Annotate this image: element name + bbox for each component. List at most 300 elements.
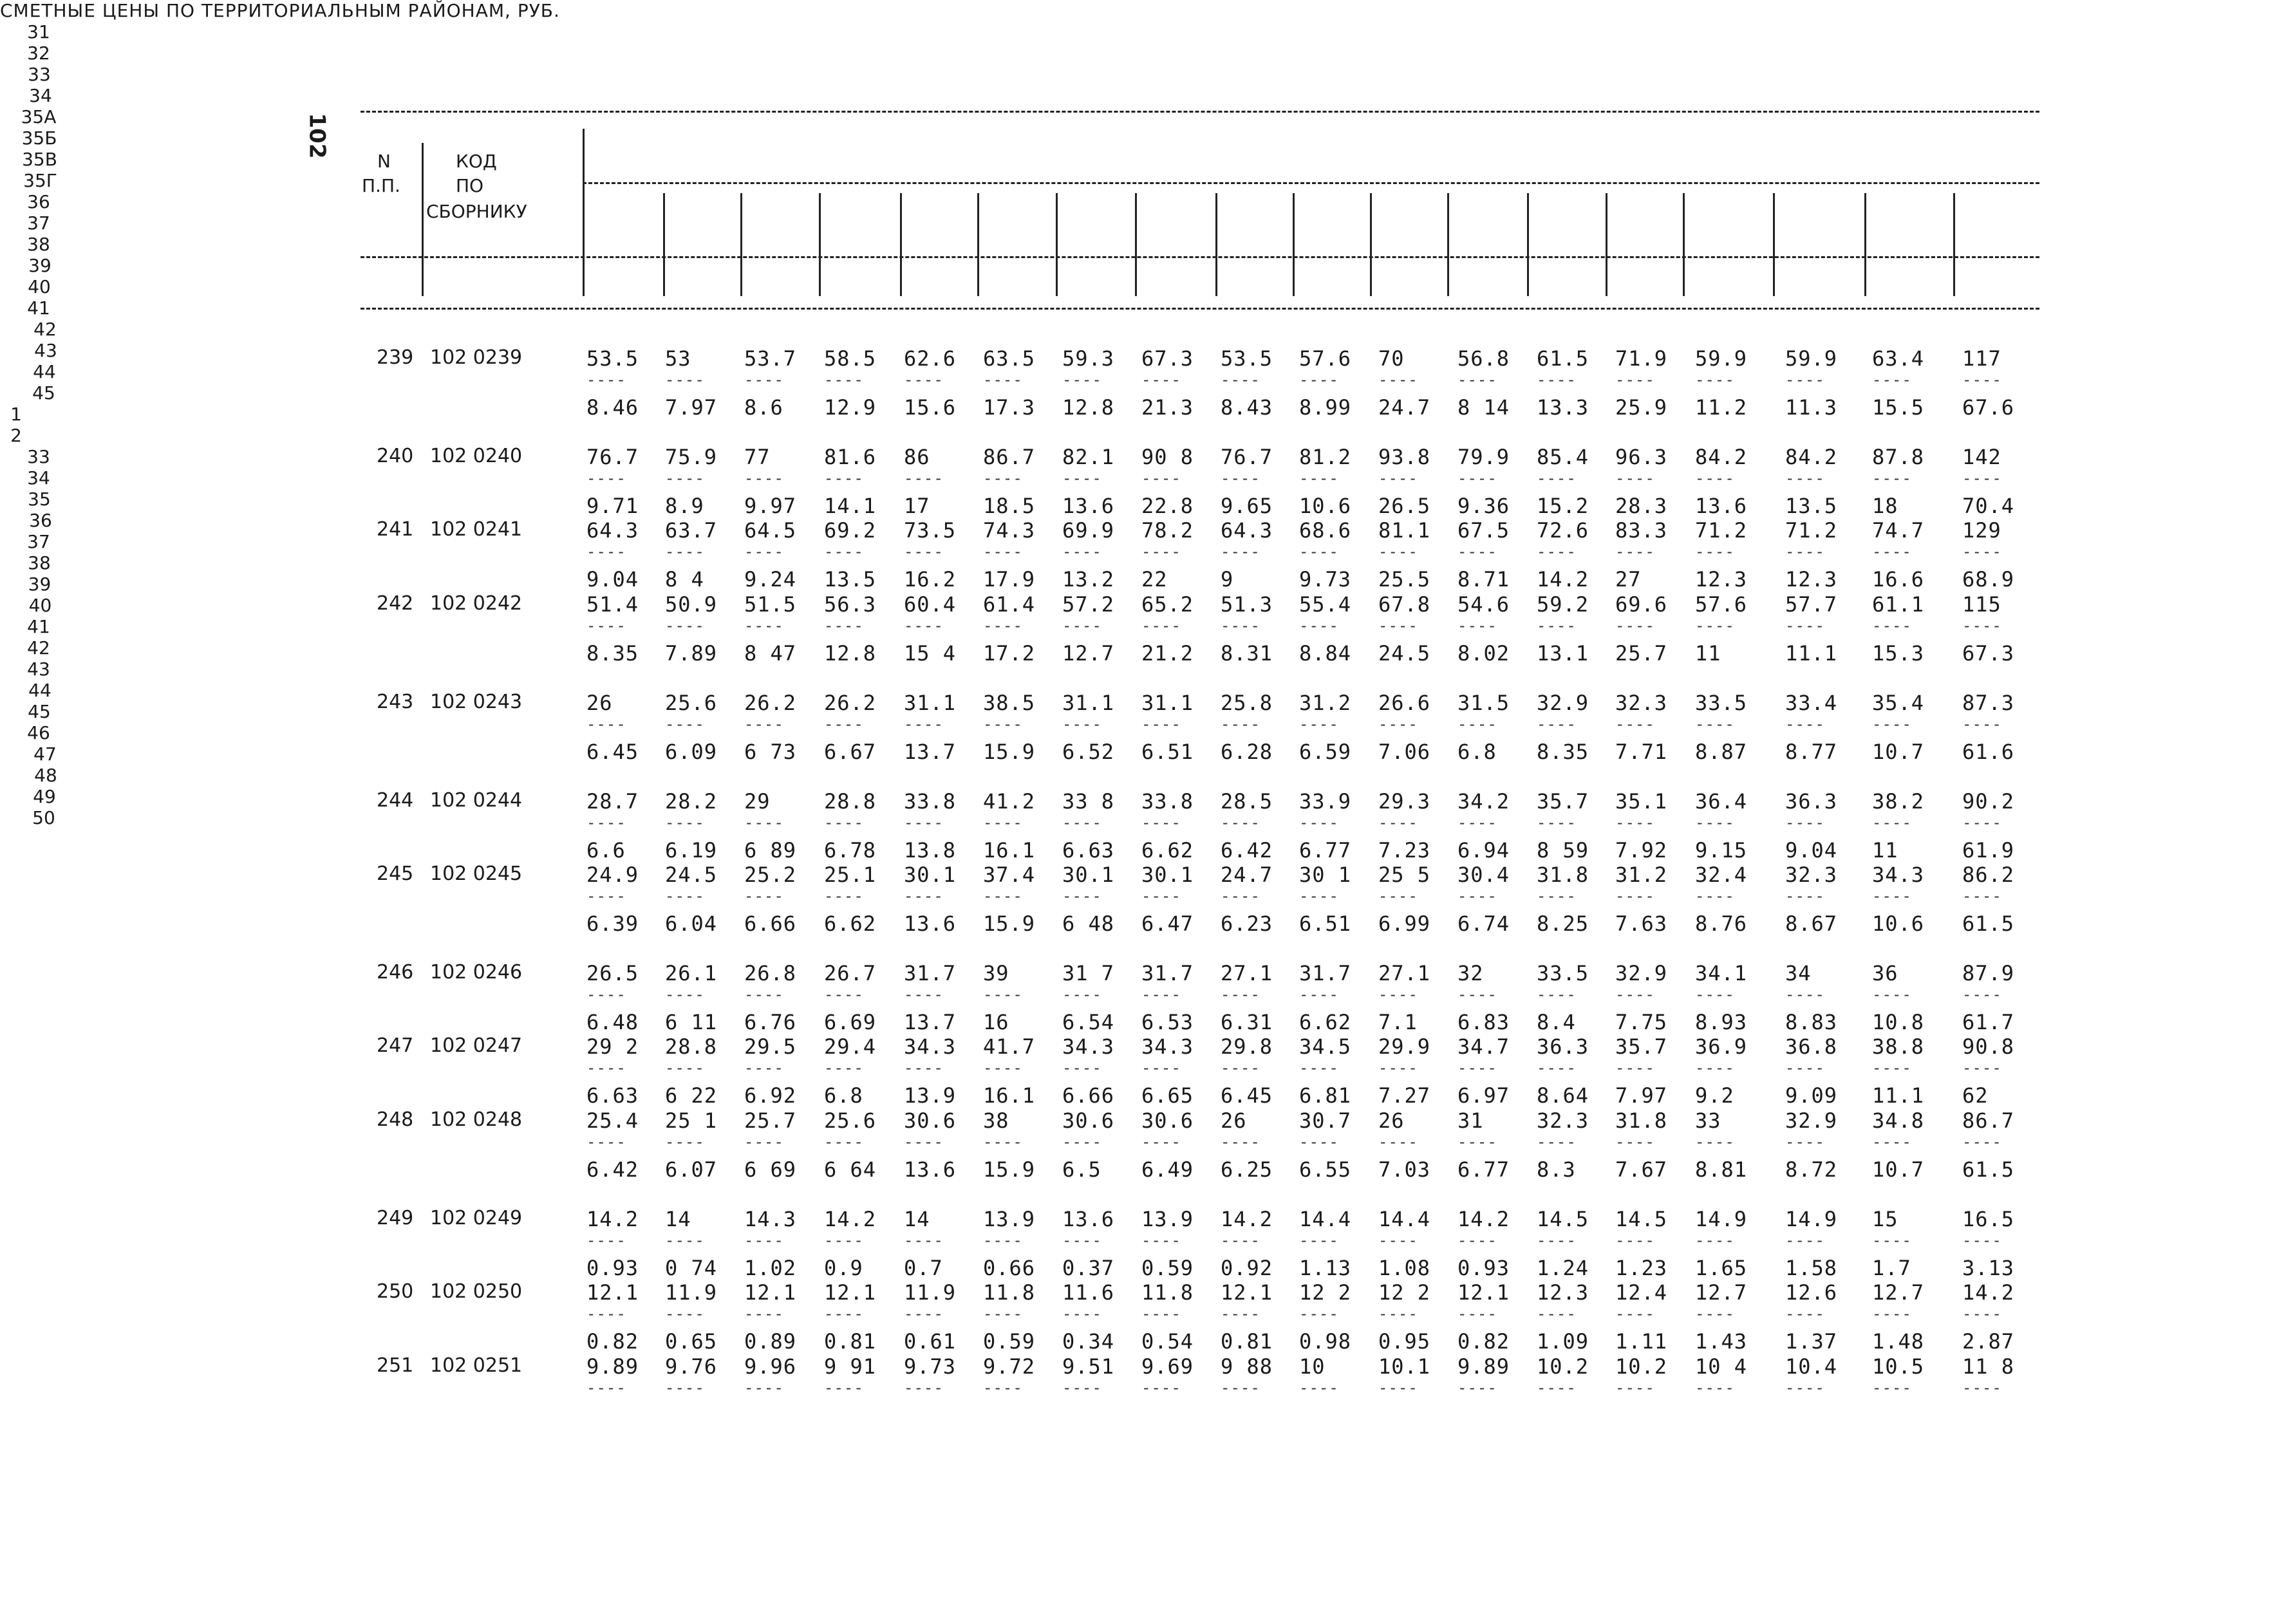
- fraction-bar: ----: [1221, 1059, 1260, 1077]
- price-total: 14.4: [1378, 1207, 1431, 1231]
- price-total: 142: [1962, 445, 2001, 469]
- price-wage: 7.23: [1378, 838, 1431, 863]
- price-total: 29 2: [586, 1034, 639, 1059]
- price-total: 65.2: [1141, 592, 1194, 617]
- price-total: 53: [665, 346, 691, 371]
- price-wage: 6.49: [1141, 1157, 1194, 1182]
- price-wage: 13.7: [904, 740, 957, 764]
- price-wage: 70.4: [1962, 494, 2015, 518]
- n-label: N: [377, 151, 391, 172]
- fraction-bar: ----: [586, 617, 626, 635]
- price-total: 32.9: [1785, 1108, 1838, 1133]
- fraction-bar: ----: [824, 1133, 864, 1151]
- fraction-bar: ----: [1378, 617, 1418, 635]
- price-wage: 6.42: [586, 1157, 639, 1182]
- column-rule: [1370, 193, 1372, 296]
- fraction-bar: ----: [1962, 814, 2002, 832]
- fraction-bar: ----: [1062, 543, 1102, 561]
- price-wage: 6.8: [1457, 740, 1497, 764]
- price-total: 86: [904, 445, 930, 469]
- fraction-bar: ----: [1962, 887, 2002, 905]
- column-number: 42: [27, 637, 50, 658]
- price-total: 34.3: [1872, 863, 1925, 887]
- price-wage: 6.23: [1221, 911, 1273, 936]
- fraction-bar: ----: [1299, 814, 1339, 832]
- catalog-code: 102 0241: [430, 518, 523, 541]
- fraction-bar: ----: [1221, 985, 1260, 1003]
- price-total: 115: [1962, 592, 2001, 617]
- column-rule: [1683, 193, 1685, 296]
- column-rule: [1135, 193, 1137, 296]
- fraction-bar: ----: [1615, 1133, 1655, 1151]
- fraction-bar: ----: [904, 617, 944, 635]
- price-wage: 6.62: [824, 911, 877, 936]
- fraction-bar: ----: [665, 543, 705, 561]
- price-wage: 6.94: [1457, 838, 1510, 863]
- fraction-bar: ----: [1221, 1379, 1260, 1397]
- row-number: 250: [377, 1280, 414, 1303]
- price-wage: 6.09: [665, 740, 718, 764]
- price-total: 34.3: [1141, 1034, 1194, 1059]
- fraction-bar: ----: [586, 985, 626, 1003]
- column-rule: [1527, 193, 1529, 296]
- price-total: 36.3: [1537, 1034, 1589, 1059]
- price-total: 12 2: [1378, 1280, 1431, 1305]
- fraction-bar: ----: [1062, 814, 1102, 832]
- price-total: 38.5: [983, 691, 1036, 715]
- price-wage: 0.7: [904, 1256, 943, 1280]
- price-wage: 11.1: [1785, 641, 1838, 666]
- price-wage: 7.03: [1378, 1157, 1431, 1182]
- price-total: 35.1: [1615, 789, 1668, 814]
- fraction-bar: ----: [1872, 887, 1912, 905]
- price-total: 83.3: [1615, 518, 1668, 543]
- region-header: 41: [27, 297, 50, 319]
- fraction-bar: ----: [824, 715, 864, 733]
- fraction-bar: ----: [1695, 985, 1735, 1003]
- fraction-bar: ----: [904, 1133, 944, 1151]
- price-total: 76.7: [1221, 445, 1273, 469]
- fraction-bar: ----: [1221, 814, 1260, 832]
- price-total: 50.9: [665, 592, 718, 617]
- price-wage: 11: [1872, 838, 1898, 863]
- price-total: 29.5: [744, 1034, 797, 1059]
- price-total: 31 7: [1062, 961, 1115, 985]
- fraction-bar: ----: [824, 469, 864, 487]
- fraction-bar: ----: [665, 1133, 705, 1151]
- price-wage: 7.92: [1615, 838, 1668, 863]
- row-number: 239: [377, 346, 414, 369]
- price-total: 12.7: [1695, 1280, 1748, 1305]
- price-wage: 0.82: [586, 1329, 639, 1354]
- table-caption: СМЕТНЫЕ ЦЕНЫ ПО ТЕРРИТОРИАЛЬНЫМ РАЙОНАМ, РУБ.: [0, 0, 560, 21]
- fraction-bar: ----: [1378, 1231, 1418, 1249]
- fraction-bar: ----: [586, 1231, 626, 1249]
- fraction-bar: ----: [1872, 469, 1912, 487]
- price-wage: 62: [1962, 1083, 1989, 1108]
- price-wage: 10.6: [1872, 911, 1925, 936]
- fraction-bar: ----: [665, 1305, 705, 1323]
- price-total: 31.5: [1457, 691, 1510, 715]
- fraction-bar: ----: [1615, 715, 1655, 733]
- price-total: 10.2: [1537, 1354, 1589, 1379]
- price-total: 12.1: [824, 1280, 877, 1305]
- price-wage: 0.98: [1299, 1329, 1352, 1354]
- price-total: 39: [983, 961, 1009, 985]
- price-total: 85.4: [1537, 445, 1589, 469]
- price-wage: 7.71: [1615, 740, 1668, 764]
- region-header: 36: [27, 191, 50, 212]
- fraction-bar: ----: [1378, 469, 1418, 487]
- fraction-bar: ----: [1062, 1379, 1102, 1397]
- fraction-bar: ----: [586, 543, 626, 561]
- price-total: 14.9: [1695, 1207, 1748, 1231]
- fraction-bar: ----: [1378, 1133, 1418, 1151]
- price-total: 15: [1872, 1207, 1898, 1231]
- price-total: 59.3: [1062, 346, 1115, 371]
- fraction-bar: ----: [1537, 887, 1577, 905]
- price-wage: 1.65: [1695, 1256, 1748, 1280]
- fraction-bar: ----: [1062, 1231, 1102, 1249]
- fraction-bar: ----: [1457, 814, 1497, 832]
- price-wage: 6.65: [1141, 1083, 1194, 1108]
- price-total: 38: [983, 1108, 1009, 1133]
- price-total: 64.5: [744, 518, 797, 543]
- price-wage: 17.9: [983, 567, 1036, 592]
- fraction-bar: ----: [1962, 985, 2002, 1003]
- price-total: 24.7: [1221, 863, 1273, 887]
- fraction-bar: ----: [665, 371, 705, 389]
- fraction-bar: ----: [1695, 715, 1735, 733]
- price-total: 129: [1962, 518, 2001, 543]
- price-wage: 16.1: [983, 1083, 1036, 1108]
- price-wage: 2.87: [1962, 1329, 2015, 1354]
- column-number: 41: [27, 616, 50, 637]
- price-total: 26.2: [744, 691, 797, 715]
- price-total: 32.9: [1615, 961, 1668, 985]
- price-total: 11 8: [1962, 1354, 2015, 1379]
- price-wage: 13.5: [824, 567, 877, 592]
- price-wage: 8.87: [1695, 740, 1748, 764]
- price-wage: 8.35: [1537, 740, 1589, 764]
- fraction-bar: ----: [665, 469, 705, 487]
- price-total: 28.8: [824, 789, 877, 814]
- price-wage: 12.3: [1785, 567, 1838, 592]
- price-total: 30.1: [1141, 863, 1194, 887]
- price-wage: 6 22: [665, 1083, 718, 1108]
- price-wage: 0.92: [1221, 1256, 1273, 1280]
- price-wage: 12.8: [1062, 395, 1115, 420]
- fraction-bar: ----: [1872, 1305, 1912, 1323]
- price-wage: 67.3: [1962, 641, 2015, 666]
- fraction-bar: ----: [1695, 1059, 1735, 1077]
- price-wage: 6 89: [744, 838, 797, 863]
- price-total: 31: [1457, 1108, 1484, 1133]
- region-header: 39: [28, 255, 52, 276]
- price-total: 32.9: [1537, 691, 1589, 715]
- price-total: 35.7: [1537, 789, 1589, 814]
- column-number: 45: [28, 701, 51, 722]
- price-total: 78.2: [1141, 518, 1194, 543]
- price-total: 36.3: [1785, 789, 1838, 814]
- price-wage: 1.23: [1615, 1256, 1668, 1280]
- price-wage: 10.7: [1872, 1157, 1925, 1182]
- column-number: 48: [34, 765, 57, 786]
- price-total: 29.9: [1378, 1034, 1431, 1059]
- column-number: 33: [27, 446, 50, 467]
- price-total: 36: [1872, 961, 1898, 985]
- fraction-bar: ----: [1785, 617, 1825, 635]
- price-total: 11.9: [904, 1280, 957, 1305]
- price-total: 9.69: [1141, 1354, 1194, 1379]
- price-total: 33.5: [1695, 691, 1748, 715]
- fraction-bar: ----: [1141, 814, 1181, 832]
- fraction-bar: ----: [1615, 1305, 1655, 1323]
- fraction-bar: ----: [1962, 715, 2002, 733]
- region-header: 33: [28, 64, 51, 85]
- price-total: 34.3: [904, 1034, 957, 1059]
- price-total: 26.8: [744, 961, 797, 985]
- fraction-bar: ----: [1457, 469, 1497, 487]
- column-rule: [740, 193, 742, 296]
- price-total: 86.7: [983, 445, 1036, 469]
- price-wage: 6 64: [824, 1157, 877, 1182]
- price-total: 87.9: [1962, 961, 2015, 985]
- price-wage: 14.1: [824, 494, 877, 518]
- catalog-code: 102 0248: [430, 1108, 523, 1131]
- row-number: 246: [377, 961, 414, 984]
- fraction-bar: ----: [665, 1231, 705, 1249]
- price-wage: 6.83: [1457, 1010, 1510, 1034]
- column-number: 43: [27, 658, 50, 680]
- price-wage: 15.9: [983, 911, 1036, 936]
- column-rule: [1773, 193, 1775, 296]
- fraction-bar: ----: [1872, 1231, 1912, 1249]
- fraction-bar: ----: [1141, 1059, 1181, 1077]
- catalog-code: 102 0247: [430, 1034, 523, 1057]
- fraction-bar: ----: [824, 617, 864, 635]
- price-wage: 1.09: [1537, 1329, 1589, 1354]
- fraction-bar: ----: [1872, 617, 1912, 635]
- price-wage: 16.2: [904, 567, 957, 592]
- price-wage: 1.58: [1785, 1256, 1838, 1280]
- price-wage: 13.5: [1785, 494, 1838, 518]
- price-total: 25.1: [824, 863, 877, 887]
- price-wage: 61.6: [1962, 740, 2015, 764]
- fraction-bar: ----: [824, 1231, 864, 1249]
- column-number: 47: [33, 743, 57, 765]
- price-wage: 6.97: [1457, 1083, 1510, 1108]
- n-label: П.П.: [362, 175, 400, 196]
- price-wage: 8 59: [1537, 838, 1589, 863]
- price-wage: 68.9: [1962, 567, 2015, 592]
- price-wage: 15 4: [904, 641, 957, 666]
- price-total: 32.3: [1537, 1108, 1589, 1133]
- price-wage: 0.89: [744, 1329, 797, 1354]
- price-total: 63.4: [1872, 346, 1925, 371]
- price-total: 38.8: [1872, 1034, 1925, 1059]
- price-wage: 18.5: [983, 494, 1036, 518]
- price-wage: 8.64: [1537, 1083, 1589, 1108]
- price-wage: 10.8: [1872, 1010, 1925, 1034]
- price-wage: 67.6: [1962, 395, 2015, 420]
- price-wage: 15.6: [904, 395, 957, 420]
- fraction-bar: ----: [1457, 1231, 1497, 1249]
- price-wage: 61.7: [1962, 1010, 2015, 1034]
- price-total: 67.8: [1378, 592, 1431, 617]
- fraction-bar: ----: [1962, 1305, 2002, 1323]
- fraction-bar: ----: [1221, 617, 1260, 635]
- fraction-bar: ----: [1062, 985, 1102, 1003]
- price-wage: 8.43: [1221, 395, 1273, 420]
- row-number: 243: [377, 691, 414, 713]
- price-wage: 18: [1872, 494, 1898, 518]
- fraction-bar: ----: [1537, 1231, 1577, 1249]
- price-wage: 8.02: [1457, 641, 1510, 666]
- fraction-bar: ----: [586, 371, 626, 389]
- price-wage: 61.5: [1962, 1157, 2015, 1182]
- price-total: 9 88: [1221, 1354, 1273, 1379]
- price-wage: 6.62: [1141, 838, 1194, 863]
- fraction-bar: ----: [824, 887, 864, 905]
- fraction-bar: ----: [1615, 985, 1655, 1003]
- price-wage: 8.46: [586, 395, 639, 420]
- price-total: 36.9: [1695, 1034, 1748, 1059]
- region-header: 32: [27, 42, 50, 64]
- price-wage: 6.19: [665, 838, 718, 863]
- price-total: 25.4: [586, 1108, 639, 1133]
- price-wage: 6.28: [1221, 740, 1273, 764]
- fraction-bar: ----: [983, 715, 1023, 733]
- page-number: 102: [304, 113, 330, 159]
- column-number: 49: [33, 786, 56, 807]
- price-total: 28.8: [665, 1034, 718, 1059]
- region-header: 42: [33, 319, 57, 340]
- price-total: 69.2: [824, 518, 877, 543]
- price-wage: 12.3: [1695, 567, 1748, 592]
- fraction-bar: ----: [1457, 715, 1497, 733]
- price-wage: 16.1: [983, 838, 1036, 863]
- fraction-bar: ----: [904, 715, 944, 733]
- fraction-bar: ----: [1695, 469, 1735, 487]
- fraction-bar: ----: [1141, 1231, 1181, 1249]
- price-total: 82.1: [1062, 445, 1115, 469]
- price-total: 86.7: [1962, 1108, 2015, 1133]
- region-header: 35В: [22, 149, 57, 170]
- price-total: 33.5: [1537, 961, 1589, 985]
- price-total: 10.1: [1378, 1354, 1431, 1379]
- price-total: 51.4: [586, 592, 639, 617]
- fraction-bar: ----: [1062, 1133, 1102, 1151]
- price-total: 53.5: [1221, 346, 1273, 371]
- price-total: 13.9: [1141, 1207, 1194, 1231]
- row-number: 247: [377, 1034, 414, 1057]
- price-total: 57.2: [1062, 592, 1115, 617]
- price-wage: 24.7: [1378, 395, 1431, 420]
- price-total: 10.5: [1872, 1354, 1925, 1379]
- fraction-bar: ----: [744, 1379, 784, 1397]
- price-total: 25.7: [744, 1108, 797, 1133]
- price-wage: 8.99: [1299, 395, 1352, 420]
- price-wage: 17.2: [983, 641, 1036, 666]
- fraction-bar: ----: [1141, 1379, 1181, 1397]
- catalog-code: 102 0251: [430, 1354, 523, 1377]
- price-wage: 0.82: [1457, 1329, 1510, 1354]
- price-wage: 61.5: [1962, 911, 2015, 936]
- fraction-bar: ----: [744, 1133, 784, 1151]
- price-total: 79.9: [1457, 445, 1510, 469]
- price-total: 74.7: [1872, 518, 1925, 543]
- price-total: 29.4: [824, 1034, 877, 1059]
- fraction-bar: ----: [1457, 887, 1497, 905]
- price-total: 30 1: [1299, 863, 1352, 887]
- price-wage: 0.59: [983, 1329, 1036, 1354]
- region-header: 45: [32, 382, 55, 404]
- price-total: 37.4: [983, 863, 1036, 887]
- price-total: 30.7: [1299, 1108, 1352, 1133]
- price-total: 9.76: [665, 1354, 718, 1379]
- fraction-bar: ----: [983, 371, 1023, 389]
- fraction-bar: ----: [1299, 985, 1339, 1003]
- price-total: 77: [744, 445, 771, 469]
- price-wage: 6.51: [1299, 911, 1352, 936]
- price-total: 64.3: [586, 518, 639, 543]
- price-total: 31.7: [1141, 961, 1194, 985]
- catalog-code: 102 0246: [430, 961, 523, 984]
- fraction-bar: ----: [1615, 887, 1655, 905]
- fraction-bar: ----: [1962, 1133, 2002, 1151]
- column-rule: [422, 143, 424, 296]
- price-wage: 9.24: [744, 567, 797, 592]
- fraction-bar: ----: [983, 814, 1023, 832]
- region-header: 35Г: [23, 170, 57, 191]
- price-wage: 16: [983, 1010, 1009, 1034]
- fraction-bar: ----: [824, 1305, 864, 1323]
- column-number: 2: [10, 425, 22, 446]
- price-total: 11.8: [983, 1280, 1036, 1305]
- price-wage: 6.48: [586, 1010, 639, 1034]
- price-total: 117: [1962, 346, 2001, 371]
- price-wage: 11: [1695, 641, 1721, 666]
- fraction-bar: ----: [1537, 543, 1577, 561]
- price-total: 74.3: [983, 518, 1036, 543]
- price-total: 36.4: [1695, 789, 1748, 814]
- price-total: 12.1: [586, 1280, 639, 1305]
- catalog-code: 102 0242: [430, 592, 523, 615]
- fraction-bar: ----: [904, 1379, 944, 1397]
- price-wage: 22: [1141, 567, 1168, 592]
- price-total: 12.1: [1221, 1280, 1273, 1305]
- price-total: 56.3: [824, 592, 877, 617]
- price-total: 30.1: [904, 863, 957, 887]
- column-rule: [663, 193, 665, 296]
- price-total: 25 1: [665, 1108, 718, 1133]
- fraction-bar: ----: [1062, 887, 1102, 905]
- price-wage: 6.63: [586, 1083, 639, 1108]
- price-wage: 9.04: [586, 567, 639, 592]
- price-wage: 6.25: [1221, 1157, 1273, 1182]
- fraction-bar: ----: [1537, 1059, 1577, 1077]
- fraction-bar: ----: [744, 371, 784, 389]
- price-wage: 27: [1615, 567, 1642, 592]
- fraction-bar: ----: [1872, 1059, 1912, 1077]
- price-wage: 6.62: [1299, 1010, 1352, 1034]
- column-number: 50: [32, 807, 55, 828]
- price-wage: 14.2: [1537, 567, 1589, 592]
- price-total: 9.51: [1062, 1354, 1115, 1379]
- price-wage: 6.77: [1457, 1157, 1510, 1182]
- fraction-bar: ----: [1615, 1059, 1655, 1077]
